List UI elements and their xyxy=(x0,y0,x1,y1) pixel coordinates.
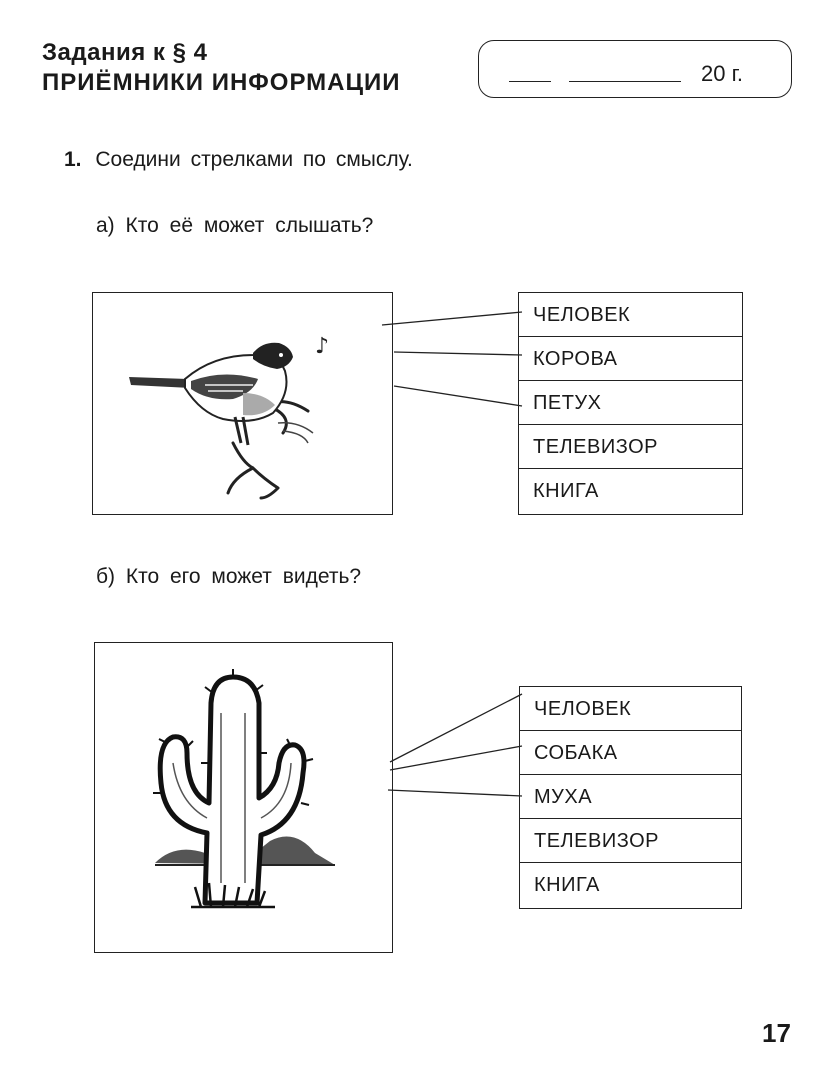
option-a-1[interactable]: ЧЕЛОВЕК xyxy=(519,293,742,337)
option-b-4[interactable]: ТЕЛЕВИЗОР xyxy=(520,819,741,863)
option-b-5[interactable]: КНИГА xyxy=(534,874,600,896)
date-year-label: 20 г. xyxy=(701,61,744,86)
options-list-b xyxy=(519,686,742,909)
options-list-a xyxy=(518,292,743,515)
option-a-2[interactable]: КОРОВА xyxy=(519,337,742,381)
music-note-icon: ♪ xyxy=(315,334,330,359)
bird-picture xyxy=(92,292,393,515)
date-day-blank xyxy=(509,81,551,82)
connect-line-a-1 xyxy=(382,312,522,325)
section-title: Задания к § 4 xyxy=(42,39,208,66)
page-number: 17 xyxy=(762,1018,791,1048)
connect-line-b-2 xyxy=(390,746,522,770)
cactus-icon xyxy=(95,643,391,951)
option-b-2[interactable]: СОБАКА xyxy=(520,731,741,775)
task-number: 1. xyxy=(64,148,82,171)
connect-line-a-3 xyxy=(394,386,522,406)
question-b: б) Кто его может видеть? xyxy=(96,565,362,588)
option-b-1[interactable]: ЧЕЛОВЕК xyxy=(520,687,741,731)
date-month-blank xyxy=(569,81,681,82)
section-subtitle: ПРИЁМНИКИ ИНФОРМАЦИИ xyxy=(42,69,401,96)
connect-line-b-3 xyxy=(388,790,522,796)
task-instruction xyxy=(64,148,413,172)
option-a-5[interactable]: КНИГА xyxy=(533,480,599,502)
date-field[interactable] xyxy=(478,40,792,98)
connect-line-a-2 xyxy=(394,352,522,355)
cactus-picture xyxy=(94,642,393,953)
option-b-3[interactable]: МУХА xyxy=(520,775,741,819)
connect-line-b-1 xyxy=(390,694,522,762)
option-a-3[interactable]: ПЕТУХ xyxy=(519,381,742,425)
option-a-4[interactable]: ТЕЛЕВИЗОР xyxy=(519,425,742,469)
bullfinch-icon xyxy=(93,293,391,513)
question-a: а) Кто её может слышать? xyxy=(96,214,374,237)
task-text: Соедини стрелками по смыслу. xyxy=(95,148,413,171)
